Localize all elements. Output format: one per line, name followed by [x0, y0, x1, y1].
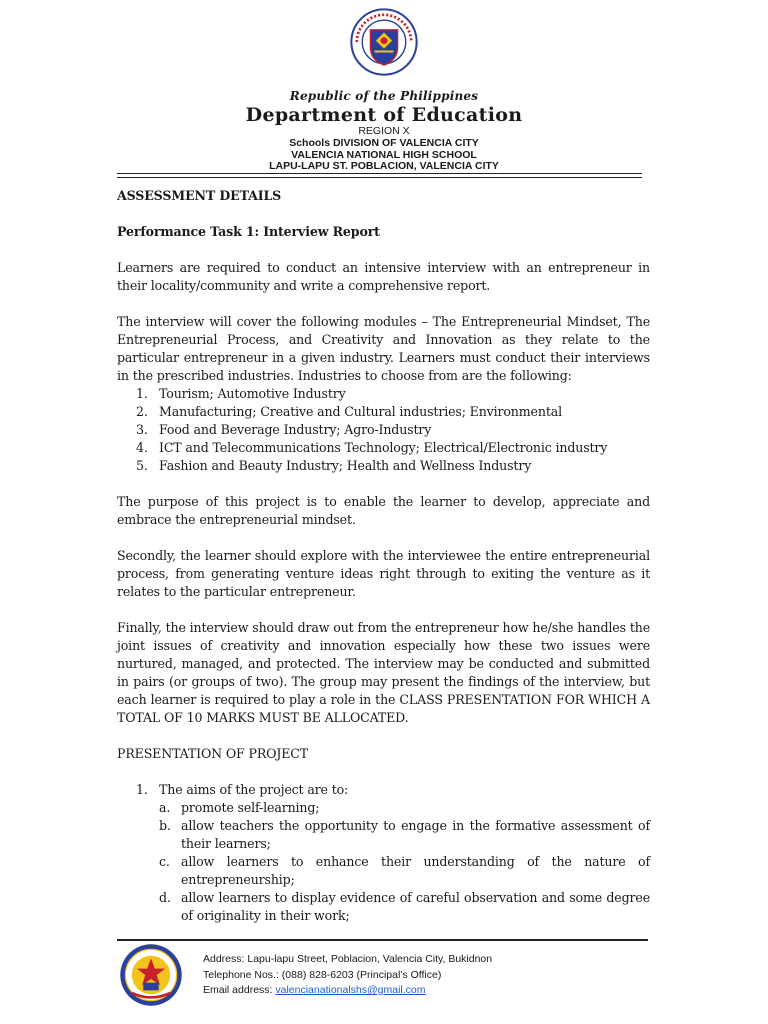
- header-divider: [117, 173, 642, 174]
- region-heading: REGION X: [358, 125, 410, 137]
- paragraph-purpose: The purpose of this project is to enable the learner to develop, appreciate and embrace the entrepreneurial mindset.: [117, 494, 650, 527]
- school-heading: VALENCIA NATIONAL HIGH SCHOOL: [291, 149, 477, 161]
- school-seal-logo: [119, 943, 183, 1007]
- list-item: 1. The aims of the project are to:: [136, 782, 349, 797]
- industry-list: [117, 385, 650, 475]
- footer-contact: [203, 952, 492, 999]
- division-heading: Schools DIVISION OF VALENCIA CITY: [289, 137, 479, 149]
- list-item: 4. ICT and Telecommunications Technology; Electrical/Electronic industry: [136, 440, 608, 455]
- department-heading: Department of Education: [245, 104, 523, 126]
- list-item: c. allow learners to enhance their understanding of the nature of entrepreneurship;: [159, 854, 650, 887]
- footer-divider: [117, 939, 648, 941]
- list-item: 3. Food and Beverage Industry; Agro-Industry: [136, 422, 432, 437]
- list-item: 5. Fashion and Beauty Industry; Health and Wellness Industry: [136, 458, 532, 473]
- paragraph-finally: Finally, the interview should draw out from the entrepreneur how he/she handles the joint issues of creativity and innovation especially how these two issues were nurtured, managed, and protected. The interview may be conducted and submitted in pairs (or groups of two). The group may present the findings of the interview, but each learner is required to play a role in the CLASS PRESENTATION FOR WHICH A TOTAL OF 10 MARKS MUST BE ALLOCATED.: [117, 620, 650, 725]
- section-title: ASSESSMENT DETAILS: [117, 188, 282, 203]
- deped-seal-logo: [350, 8, 418, 76]
- list-item: 1. Tourism; Automotive Industry: [136, 386, 346, 401]
- presentation-heading: PRESENTATION OF PROJECT: [117, 746, 309, 761]
- list-item: d. allow learners to display evidence of careful observation and some degree of originality in their work;: [159, 890, 650, 923]
- republic-heading: Republic of the Philippines: [289, 89, 479, 103]
- aims-sublist: [117, 799, 650, 925]
- email-link[interactable]: valencianationalshs@gmail.com: [275, 984, 426, 996]
- paragraph-intro: Learners are required to conduct an intensive interview with an entrepreneur in their locality/community and write a comprehensive report.: [117, 260, 650, 293]
- list-item: 2. Manufacturing; Creative and Cultural industries; Environmental: [136, 404, 562, 419]
- footer-email-label: Email address:: [203, 984, 276, 996]
- footer-email-line: [203, 983, 492, 999]
- aims-list: [117, 781, 650, 799]
- list-item: b. allow teachers the opportunity to engage in the formative assessment of their learners;: [159, 818, 650, 851]
- header-divider: [117, 177, 642, 178]
- school-address-heading: LAPU-LAPU ST. POBLACION, VALENCIA CITY: [269, 160, 499, 172]
- footer-telephone: Telephone Nos.: (088) 828-6203 (Principal’s Office): [203, 968, 442, 981]
- paragraph-modules: The interview will cover the following modules – The Entrepreneurial Mindset, The Entrepreneurial Process, and Creativity and Innovation as they relate to the particular entrepreneur in a given industry. Learners must conduct their interviews in the prescribed industries. Industries to choose from are the following:: [117, 314, 650, 383]
- task-title: Performance Task 1: Interview Report: [117, 224, 380, 239]
- list-item: a. promote self-learning;: [159, 800, 320, 815]
- footer-address: Address: Lapu-lapu Street, Poblacion, Valencia City, Bukidnon: [203, 953, 493, 965]
- paragraph-secondly: Secondly, the learner should explore with the interviewee the entire entrepreneurial process, from generating venture ideas right through to exiting the venture as it relates to the particular entrepreneur.: [117, 548, 650, 599]
- document-body: [117, 187, 650, 925]
